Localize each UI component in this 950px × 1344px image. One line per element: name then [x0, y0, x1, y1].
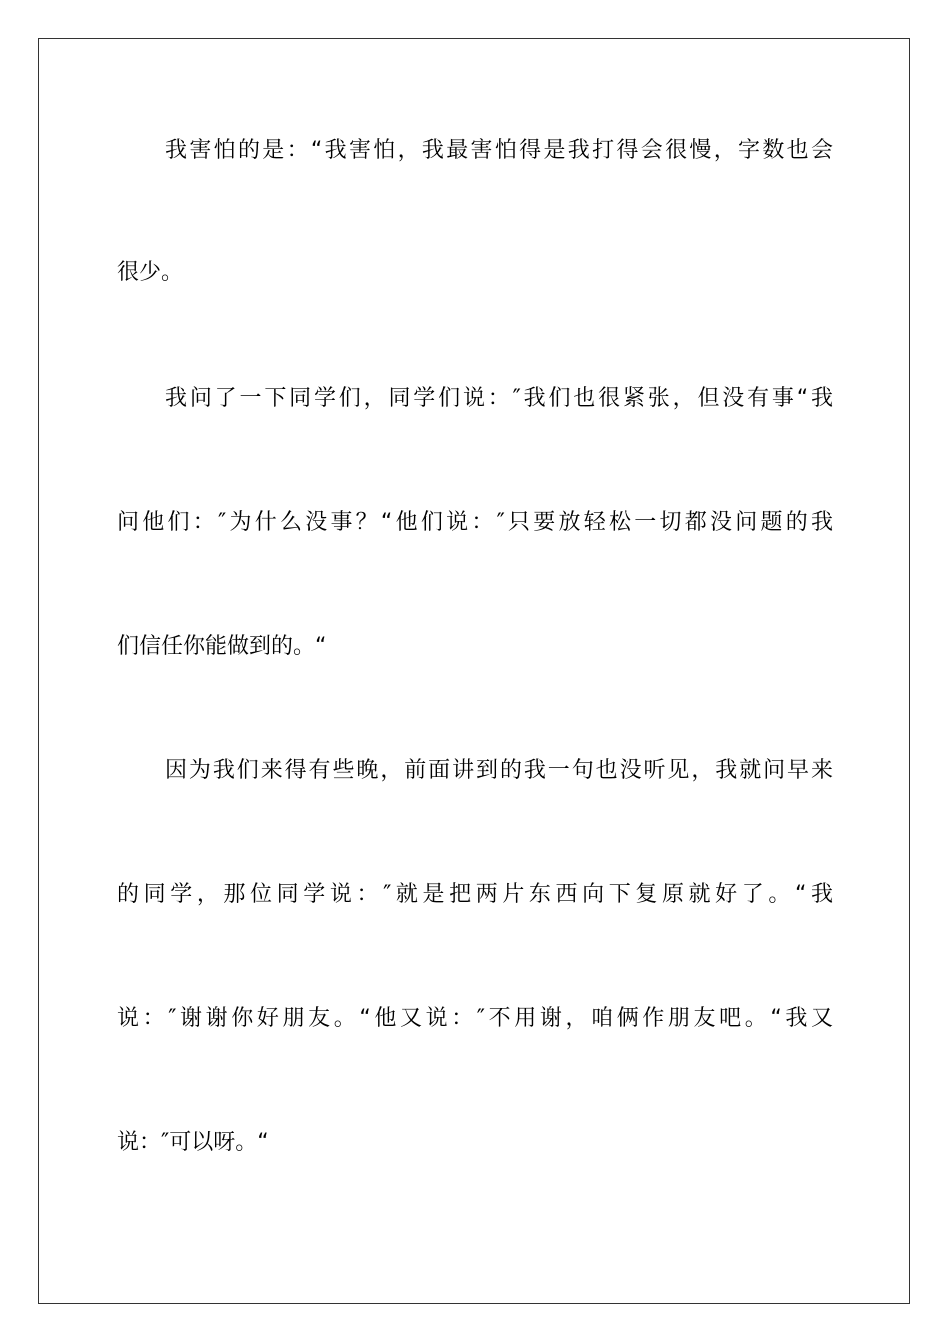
page-border: [38, 38, 910, 1304]
paragraph-3-line-3: 说：″谢谢你好朋友。“他又说：″不用谢，咱俩作朋友吧。“我又: [117, 1006, 833, 1031]
paragraph-2-line-3: 们信任你能做到的。“: [117, 634, 327, 659]
paragraph-3-line-4: 说：″可以呀。“: [117, 1130, 269, 1155]
paragraph-1-line-1: 我害怕的是：“我害怕，我最害怕得是我打得会很慢，字数也会: [165, 138, 833, 163]
paragraph-3-line-1: 因为我们来得有些晚，前面讲到的我一句也没听见，我就问早来: [165, 758, 833, 783]
paragraph-3-line-2: 的同学，那位同学说：″就是把两片东西向下复原就好了。“我: [117, 882, 833, 907]
paragraph-2-line-1: 我问了一下同学们，同学们说：″我们也很紧张，但没有事“我: [165, 386, 833, 411]
paragraph-1-line-2: 很少。: [117, 260, 184, 285]
paragraph-2-line-2: 问他们：″为什么没事？“他们说：″只要放轻松一切都没问题的我: [117, 510, 833, 535]
